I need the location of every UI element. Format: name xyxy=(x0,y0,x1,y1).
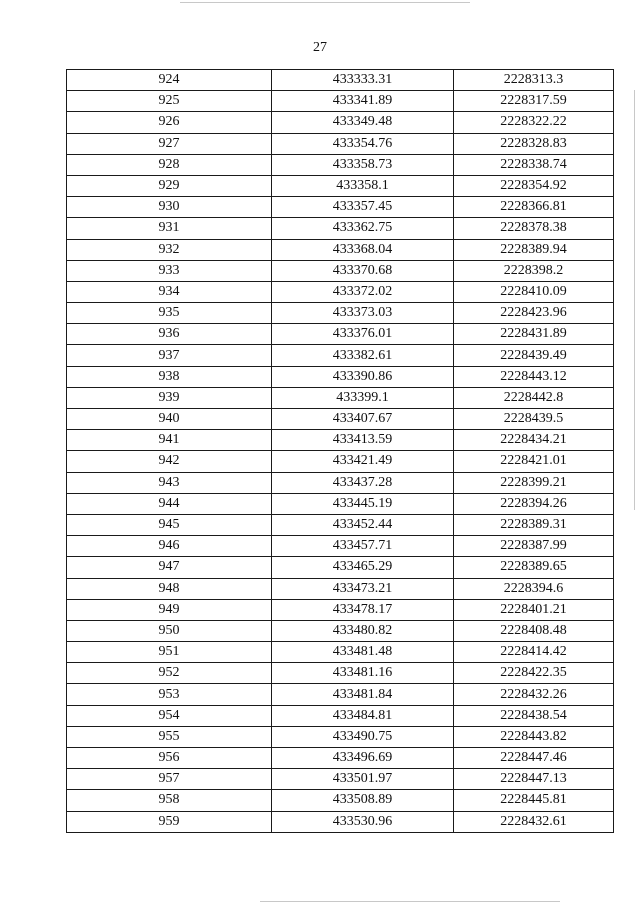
table-row xyxy=(67,112,614,133)
table-row xyxy=(67,557,614,578)
x-coordinate-cell: 433501.97 xyxy=(272,769,454,790)
x-coordinate-cell: 433349.48 xyxy=(272,112,454,133)
x-coordinate-cell: 433452.44 xyxy=(272,514,454,535)
point-number-cell: 955 xyxy=(67,726,272,747)
table-row xyxy=(67,70,614,91)
table-row xyxy=(67,387,614,408)
point-number-cell: 946 xyxy=(67,536,272,557)
table-row xyxy=(67,811,614,832)
table-row xyxy=(67,260,614,281)
table-row xyxy=(67,514,614,535)
table-row xyxy=(67,218,614,239)
scan-edge-mark-right xyxy=(634,90,635,510)
point-number-cell: 926 xyxy=(67,112,272,133)
scan-edge-mark-bottom xyxy=(260,901,560,902)
table-row xyxy=(67,345,614,366)
point-number-cell: 942 xyxy=(67,451,272,472)
table-row xyxy=(67,493,614,514)
y-coordinate-cell: 2228398.2 xyxy=(454,260,614,281)
y-coordinate-cell: 2228447.46 xyxy=(454,748,614,769)
point-number-cell: 932 xyxy=(67,239,272,260)
x-coordinate-cell: 433437.28 xyxy=(272,472,454,493)
y-coordinate-cell: 2228394.26 xyxy=(454,493,614,514)
point-number-cell: 954 xyxy=(67,705,272,726)
x-coordinate-cell: 433478.17 xyxy=(272,599,454,620)
x-coordinate-cell: 433508.89 xyxy=(272,790,454,811)
table-row xyxy=(67,409,614,430)
x-coordinate-cell: 433481.84 xyxy=(272,684,454,705)
point-number-cell: 936 xyxy=(67,324,272,345)
x-coordinate-cell: 433354.76 xyxy=(272,133,454,154)
point-number-cell: 937 xyxy=(67,345,272,366)
x-coordinate-cell: 433341.89 xyxy=(272,91,454,112)
table-row xyxy=(67,197,614,218)
point-number-cell: 930 xyxy=(67,197,272,218)
table-row xyxy=(67,726,614,747)
table-row xyxy=(67,769,614,790)
x-coordinate-cell: 433362.75 xyxy=(272,218,454,239)
table-row xyxy=(67,366,614,387)
y-coordinate-cell: 2228443.12 xyxy=(454,366,614,387)
point-number-cell: 939 xyxy=(67,387,272,408)
point-number-cell: 929 xyxy=(67,175,272,196)
page-number: 27 xyxy=(313,40,327,55)
y-coordinate-cell: 2228322.22 xyxy=(454,112,614,133)
point-number-cell: 953 xyxy=(67,684,272,705)
point-number-cell: 948 xyxy=(67,578,272,599)
y-coordinate-cell: 2228445.81 xyxy=(454,790,614,811)
coordinate-table-body xyxy=(67,70,614,833)
x-coordinate-cell: 433407.67 xyxy=(272,409,454,430)
table-row xyxy=(67,790,614,811)
point-number-cell: 949 xyxy=(67,599,272,620)
point-number-cell: 935 xyxy=(67,303,272,324)
point-number-cell: 950 xyxy=(67,620,272,641)
table-row xyxy=(67,133,614,154)
x-coordinate-cell: 433382.61 xyxy=(272,345,454,366)
y-coordinate-cell: 2228399.21 xyxy=(454,472,614,493)
table-row xyxy=(67,536,614,557)
y-coordinate-cell: 2228389.31 xyxy=(454,514,614,535)
y-coordinate-cell: 2228438.54 xyxy=(454,705,614,726)
y-coordinate-cell: 2228387.99 xyxy=(454,536,614,557)
y-coordinate-cell: 2228366.81 xyxy=(454,197,614,218)
table-row xyxy=(67,175,614,196)
x-coordinate-cell: 433473.21 xyxy=(272,578,454,599)
x-coordinate-cell: 433457.71 xyxy=(272,536,454,557)
y-coordinate-cell: 2228408.48 xyxy=(454,620,614,641)
point-number-cell: 925 xyxy=(67,91,272,112)
y-coordinate-cell: 2228328.83 xyxy=(454,133,614,154)
y-coordinate-cell: 2228439.49 xyxy=(454,345,614,366)
x-coordinate-cell: 433373.03 xyxy=(272,303,454,324)
y-coordinate-cell: 2228410.09 xyxy=(454,281,614,302)
x-coordinate-cell: 433530.96 xyxy=(272,811,454,832)
point-number-cell: 931 xyxy=(67,218,272,239)
point-number-cell: 952 xyxy=(67,663,272,684)
table-row xyxy=(67,684,614,705)
x-coordinate-cell: 433490.75 xyxy=(272,726,454,747)
y-coordinate-cell: 2228317.59 xyxy=(454,91,614,112)
y-coordinate-cell: 2228423.96 xyxy=(454,303,614,324)
x-coordinate-cell: 433358.1 xyxy=(272,175,454,196)
table-row xyxy=(67,239,614,260)
y-coordinate-cell: 2228354.92 xyxy=(454,175,614,196)
y-coordinate-cell: 2228442.8 xyxy=(454,387,614,408)
y-coordinate-cell: 2228394.6 xyxy=(454,578,614,599)
y-coordinate-cell: 2228389.65 xyxy=(454,557,614,578)
x-coordinate-cell: 433368.04 xyxy=(272,239,454,260)
point-number-cell: 944 xyxy=(67,493,272,514)
table-row xyxy=(67,472,614,493)
table-row xyxy=(67,748,614,769)
table-row xyxy=(67,642,614,663)
y-coordinate-cell: 2228431.89 xyxy=(454,324,614,345)
x-coordinate-cell: 433481.48 xyxy=(272,642,454,663)
y-coordinate-cell: 2228421.01 xyxy=(454,451,614,472)
table-row xyxy=(67,303,614,324)
table-row xyxy=(67,451,614,472)
y-coordinate-cell: 2228401.21 xyxy=(454,599,614,620)
y-coordinate-cell: 2228313.3 xyxy=(454,70,614,91)
x-coordinate-cell: 433481.16 xyxy=(272,663,454,684)
point-number-cell: 933 xyxy=(67,260,272,281)
x-coordinate-cell: 433376.01 xyxy=(272,324,454,345)
x-coordinate-cell: 433399.1 xyxy=(272,387,454,408)
table-row xyxy=(67,430,614,451)
point-number-cell: 958 xyxy=(67,790,272,811)
table-row xyxy=(67,663,614,684)
y-coordinate-cell: 2228443.82 xyxy=(454,726,614,747)
x-coordinate-cell: 433465.29 xyxy=(272,557,454,578)
y-coordinate-cell: 2228434.21 xyxy=(454,430,614,451)
x-coordinate-cell: 433358.73 xyxy=(272,154,454,175)
point-number-cell: 924 xyxy=(67,70,272,91)
y-coordinate-cell: 2228389.94 xyxy=(454,239,614,260)
table-row xyxy=(67,705,614,726)
point-number-cell: 951 xyxy=(67,642,272,663)
table-row xyxy=(67,578,614,599)
table-row xyxy=(67,620,614,641)
point-number-cell: 956 xyxy=(67,748,272,769)
x-coordinate-cell: 433496.69 xyxy=(272,748,454,769)
y-coordinate-cell: 2228378.38 xyxy=(454,218,614,239)
point-number-cell: 938 xyxy=(67,366,272,387)
x-coordinate-cell: 433370.68 xyxy=(272,260,454,281)
point-number-cell: 928 xyxy=(67,154,272,175)
x-coordinate-cell: 433357.45 xyxy=(272,197,454,218)
x-coordinate-cell: 433390.86 xyxy=(272,366,454,387)
point-number-cell: 941 xyxy=(67,430,272,451)
x-coordinate-cell: 433333.31 xyxy=(272,70,454,91)
x-coordinate-cell: 433484.81 xyxy=(272,705,454,726)
y-coordinate-cell: 2228439.5 xyxy=(454,409,614,430)
point-number-cell: 945 xyxy=(67,514,272,535)
x-coordinate-cell: 433480.82 xyxy=(272,620,454,641)
table-row xyxy=(67,281,614,302)
y-coordinate-cell: 2228447.13 xyxy=(454,769,614,790)
x-coordinate-cell: 433372.02 xyxy=(272,281,454,302)
scan-edge-mark-top xyxy=(180,2,470,3)
point-number-cell: 927 xyxy=(67,133,272,154)
point-number-cell: 940 xyxy=(67,409,272,430)
table-row xyxy=(67,91,614,112)
table-row xyxy=(67,324,614,345)
y-coordinate-cell: 2228422.35 xyxy=(454,663,614,684)
point-number-cell: 934 xyxy=(67,281,272,302)
y-coordinate-cell: 2228432.61 xyxy=(454,811,614,832)
point-number-cell: 957 xyxy=(67,769,272,790)
point-number-cell: 947 xyxy=(67,557,272,578)
x-coordinate-cell: 433421.49 xyxy=(272,451,454,472)
point-number-cell: 943 xyxy=(67,472,272,493)
point-number-cell: 959 xyxy=(67,811,272,832)
coordinate-table xyxy=(66,69,614,833)
y-coordinate-cell: 2228338.74 xyxy=(454,154,614,175)
x-coordinate-cell: 433445.19 xyxy=(272,493,454,514)
table-row xyxy=(67,154,614,175)
y-coordinate-cell: 2228432.26 xyxy=(454,684,614,705)
table-row xyxy=(67,599,614,620)
y-coordinate-cell: 2228414.42 xyxy=(454,642,614,663)
x-coordinate-cell: 433413.59 xyxy=(272,430,454,451)
